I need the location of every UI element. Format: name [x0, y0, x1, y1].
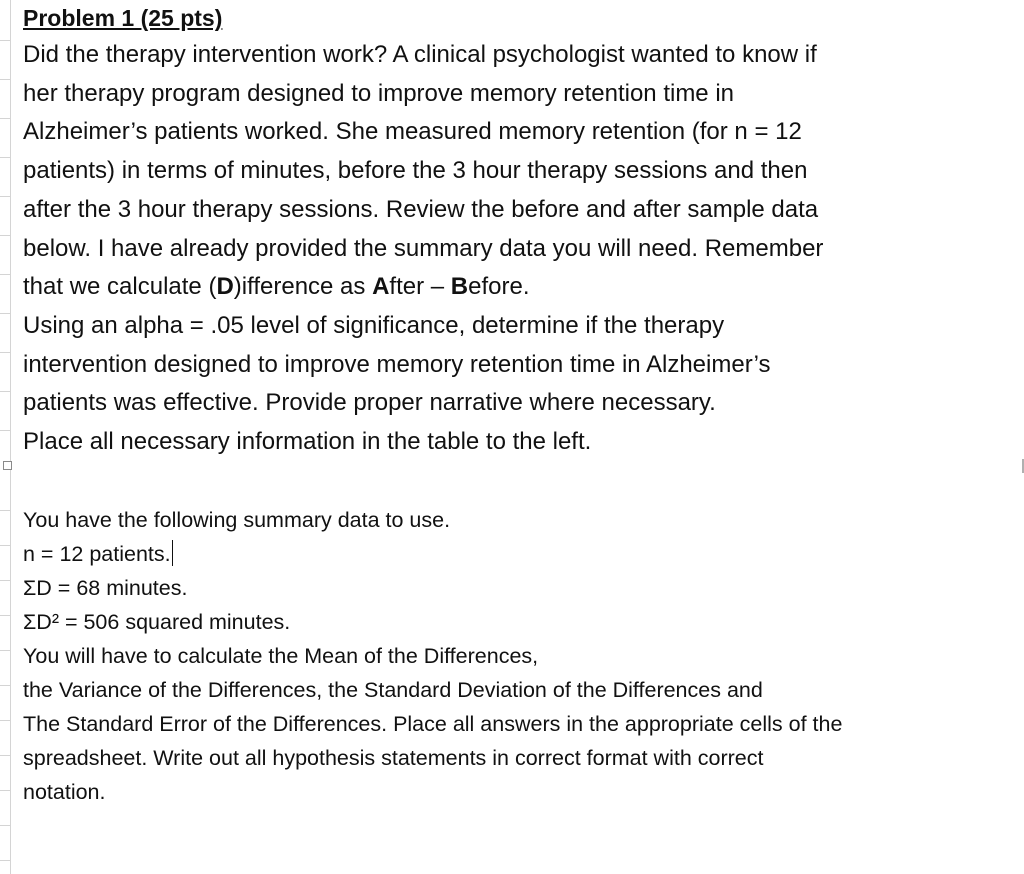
row-divider: [0, 313, 10, 314]
instruction-line: Place all necessary information in the table to the left.: [23, 428, 592, 456]
difference-bold-d: D: [216, 273, 234, 301]
problem-line: Did the therapy intervention work? A clinical psychologist wanted to know if: [23, 41, 817, 68]
row-divider: [0, 545, 10, 546]
summary-n-line: [23, 537, 1013, 571]
row-divider: [0, 196, 10, 197]
problem-line: below. I have already provided the summary data you will need. Remember: [23, 234, 824, 262]
row-divider: [0, 580, 10, 581]
row-divider: [0, 650, 10, 651]
problem-title: Problem 1 (25 pts): [23, 5, 223, 31]
row-divider: [0, 755, 10, 756]
problem-text-box[interactable]: [23, 0, 1013, 462]
row-divider: [0, 118, 10, 119]
summary-sum-d-squared: ΣD² = 506 squared minutes.: [23, 610, 291, 634]
text-box-resize-handle[interactable]: [3, 461, 12, 470]
summary-intro: You have the following summary data to use.: [23, 508, 451, 532]
row-divider: [0, 685, 10, 686]
summary-task-line: spreadsheet. Write out all hypothesis statements in correct format with correct: [23, 746, 764, 770]
row-divider: [0, 430, 10, 431]
row-divider: [0, 157, 10, 158]
summary-task-line: You will have to calculate the Mean of the Differences,: [23, 644, 539, 668]
row-divider: [0, 274, 10, 275]
row-divider: [0, 40, 10, 41]
problem-line: Alzheimer’s patients worked. She measured memory retention (for n = 12: [23, 118, 802, 146]
instruction-line: patients was effective. Provide proper narrative where necessary.: [23, 389, 716, 417]
row-divider: [0, 615, 10, 616]
summary-task-line: the Variance of the Differences, the Standard Deviation of the Differences and: [23, 678, 763, 702]
problem-line: her therapy program designed to improve memory retention time in: [23, 79, 734, 107]
summary-text-box[interactable]: [23, 503, 1013, 809]
row-divider: [0, 352, 10, 353]
difference-text: efore.: [468, 273, 530, 301]
instruction-line: intervention designed to improve memory retention time in Alzheimer’s: [23, 350, 771, 378]
row-divider: [0, 79, 10, 80]
summary-n-text: n = 12 patients.: [23, 542, 171, 566]
row-divider: [0, 235, 10, 236]
instruction-line: Using an alpha = .05 level of significance, determine if the therapy: [23, 311, 725, 339]
row-divider: [0, 510, 10, 511]
difference-definition-line: [23, 268, 1013, 307]
problem-line: patients) in terms of minutes, before the 3 hour therapy sessions and then: [23, 157, 808, 185]
row-divider: [0, 391, 10, 392]
difference-bold-a: A: [372, 273, 390, 301]
summary-task-line: The Standard Error of the Differences. Place all answers in the appropriate cells of the: [23, 712, 843, 736]
difference-bold-b: B: [450, 273, 469, 301]
summary-task-line: notation.: [23, 780, 106, 804]
summary-sum-d: ΣD = 68 minutes.: [23, 576, 188, 600]
problem-line: after the 3 hour therapy sessions. Review the before and after sample data: [23, 195, 819, 223]
row-divider: [0, 860, 10, 861]
row-divider: [0, 720, 10, 721]
row-header-edge: [10, 0, 11, 874]
difference-text: )ifference as: [233, 273, 373, 301]
text-cursor: [172, 540, 173, 566]
row-divider: [0, 790, 10, 791]
difference-text: fter –: [389, 273, 451, 301]
difference-text: that we calculate (: [23, 273, 217, 301]
row-divider: [0, 825, 10, 826]
